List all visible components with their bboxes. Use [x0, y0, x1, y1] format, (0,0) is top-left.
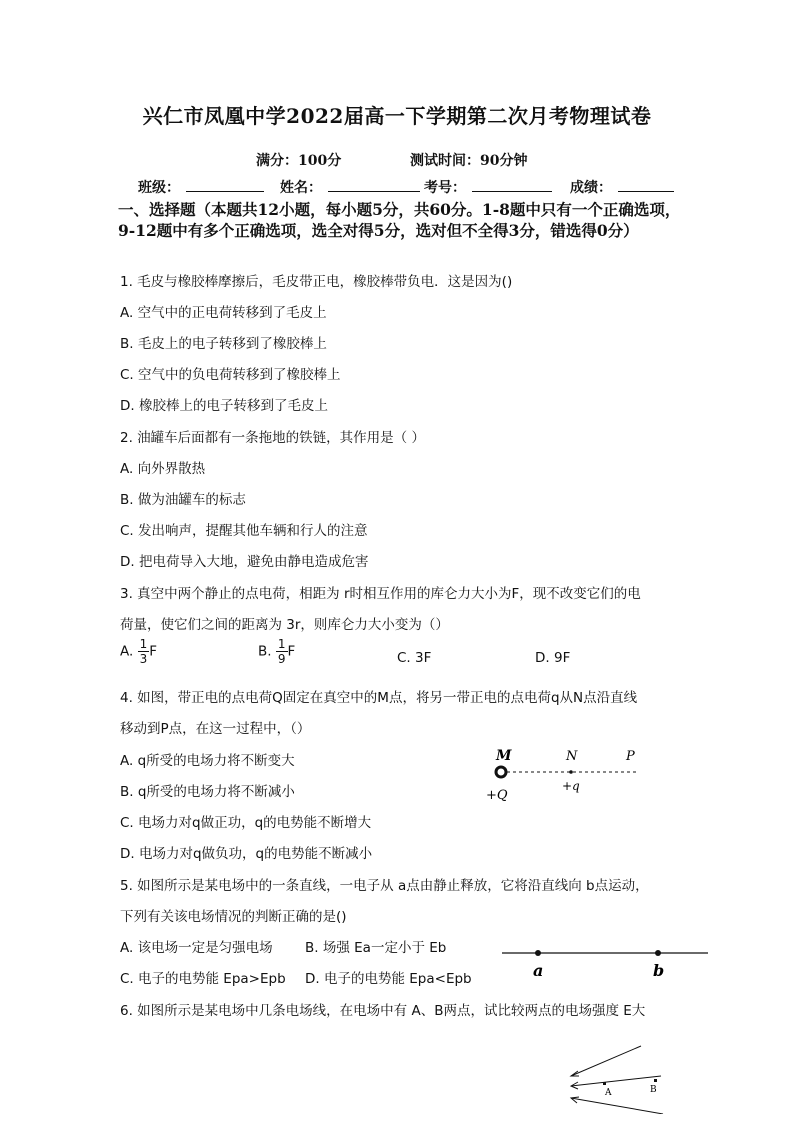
score-blank[interactable] — [618, 177, 674, 192]
section-heading: 一、选择题（本题共12小题，每小题5分，共60分。1-8题中只有一个正确选项，9-12题中有多个正确选项，选全对得5分，选对但不全得3分，错选得0分） — [118, 200, 681, 240]
field-line-middle — [571, 1076, 661, 1086]
label-plus-Q: +Q — [486, 788, 508, 803]
class-blank[interactable] — [186, 177, 264, 192]
question-3-stem-line1: 3. 真空中两个静止的点电荷，相距为 r时相互作用的库仑力大小为F，现不改变它们的电 — [120, 586, 641, 602]
label-b: b — [653, 961, 665, 980]
score-label: 成绩： — [570, 180, 612, 196]
exam-no-blank[interactable] — [472, 177, 552, 192]
class-label: 班级： — [138, 180, 180, 196]
question-4-option-c: C. 电场力对q做正功，q的电势能不断增大 — [120, 815, 372, 831]
question-5-option-c: C. 电子的电势能 Epa>Epb — [120, 971, 286, 987]
point-b — [655, 950, 661, 956]
label-a: a — [533, 961, 544, 980]
question-6-figure — [565, 1042, 675, 1114]
point-N — [569, 770, 573, 774]
question-5-stem-line1: 5. 如图所示是某电场中的一条直线，一电子从 a点由静止释放，它将沿直线向 b点运动， — [120, 878, 649, 894]
point-A — [603, 1082, 606, 1085]
question-1-option-b: B. 毛皮上的电子转移到了橡胶棒上 — [120, 336, 327, 352]
question-2-stem: 2. 油罐车后面都有一条拖地的铁链，其作用是（ ） — [120, 430, 425, 446]
point-B — [654, 1079, 657, 1082]
question-3-option-c: C. 3F — [397, 650, 432, 666]
question-4-option-d: D. 电场力对q做负功，q的电势能不断减小 — [120, 846, 373, 862]
fraction-one-ninth: $\frac{1}{9}$ — [277, 637, 286, 666]
exam-no-label: 考号： — [424, 180, 466, 196]
test-time: 测试时间：90分钟 — [410, 153, 528, 169]
label-A: A — [605, 1088, 612, 1098]
question-5-option-a: A. 该电场一定是匀强电场 — [120, 940, 273, 956]
question-1-option-d: D. 橡胶棒上的电子转移到了毛皮上 — [120, 398, 328, 414]
question-3-option-b: B. $\frac{1}{9}$ F — [258, 637, 296, 666]
arrowhead-lower — [571, 1097, 579, 1103]
question-4-stem-line1: 4. 如图，带正电的点电荷Q固定在真空中的M点，将另一带正电的点电荷q从N点沿直线 — [120, 690, 638, 706]
field-line-upper — [571, 1046, 641, 1076]
question-3-stem-line2: 荷量，使它们之间的距离为 3r，则库仑力大小变为（） — [120, 617, 449, 633]
point-M-charge — [496, 767, 506, 777]
fraction-one-third: $\frac{1}{3}$ — [139, 637, 148, 666]
question-1-option-a: A. 空气中的正电荷转移到了毛皮上 — [120, 305, 327, 321]
full-score: 满分：100分 — [256, 153, 342, 169]
label-P: P — [626, 749, 635, 764]
name-blank[interactable] — [328, 177, 420, 192]
question-4-option-a: A. q所受的电场力将不断变大 — [120, 753, 295, 769]
field-line-lower — [571, 1098, 663, 1114]
question-2-option-a: A. 向外界散热 — [120, 461, 206, 477]
question-3-option-a: A. $\frac{1}{3}$ F — [120, 637, 157, 666]
question-5-figure — [500, 940, 712, 980]
question-2-option-d: D. 把电荷导入大地，避免由静电造成危害 — [120, 554, 369, 570]
name-label: 姓名： — [280, 180, 322, 196]
question-2-option-c: C. 发出响声，提醒其他车辆和行人的注意 — [120, 523, 368, 539]
question-5-option-d: D. 电子的电势能 Epa<Epb — [305, 971, 472, 987]
label-B: B — [650, 1085, 657, 1095]
question-2-option-b: B. 做为油罐车的标志 — [120, 492, 246, 508]
question-6-stem: 6. 如图所示是某电场中几条电场线，在电场中有 A、B两点，试比较两点的电场强度 E大 — [120, 1003, 646, 1019]
question-4-option-b: B. q所受的电场力将不断减小 — [120, 784, 295, 800]
question-1-stem: 1. 毛皮与橡胶棒摩擦后，毛皮带正电，橡胶棒带负电．这是因为() — [120, 274, 513, 290]
label-M: M — [496, 748, 512, 764]
question-5-stem-line2: 下列有关该电场情况的判断正确的是() — [120, 909, 347, 925]
label-plus-q: +q — [562, 779, 580, 793]
question-5-option-b: B. 场强 Ea一定小于 Eb — [305, 940, 447, 956]
question-4-figure — [480, 742, 650, 804]
point-a — [535, 950, 541, 956]
question-3-option-d: D. 9F — [535, 650, 571, 666]
question-4-stem-line2: 移动到P点，在这一过程中，（） — [120, 721, 311, 737]
label-N: N — [566, 749, 578, 764]
question-1-option-c: C. 空气中的负电荷转移到了橡胶棒上 — [120, 367, 341, 383]
page-title: 兴仁市凤凰中学2022届高一下学期第二次月考物理试卷 — [142, 104, 652, 128]
